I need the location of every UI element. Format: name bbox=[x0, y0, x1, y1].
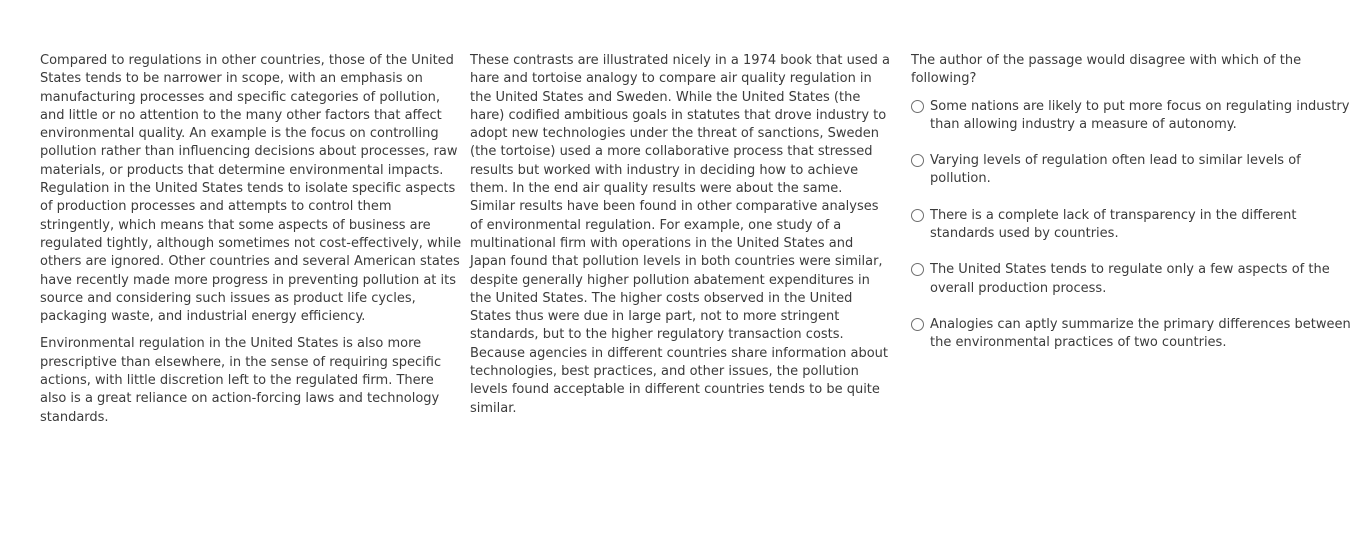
radio-button-unselected-icon[interactable] bbox=[911, 209, 924, 222]
passage-column-2 bbox=[470, 52, 890, 427]
answer-options bbox=[911, 98, 1351, 353]
answer-option-5[interactable] bbox=[911, 316, 1351, 353]
answer-option-label: There is a complete lack of transparency in the different standards used by countries. bbox=[930, 207, 1297, 242]
passage-column-1 bbox=[40, 52, 462, 436]
question-column bbox=[911, 52, 1351, 371]
answer-option-label: Varying levels of regulation often lead to similar levels of pollution. bbox=[930, 153, 1301, 187]
answer-option-2[interactable] bbox=[911, 152, 1351, 189]
passage-paragraph-3: These contrasts are illustrated nicely in a 1974 book that used a hare and tortoise analogy to compare air quality regulation in the United States and Sweden. While the United States (the hare) codified ambitious goals in statutes that drove industry to adopt new technologies under the threat of sanctions, Sweden (the tortoise) used a more collaborative process that stressed results but worked with industry in deciding how to achieve them. In the end air quality results were about the same. Similar results have been found in other comparative analyses of environmental regulation. For example, one study of a multinational firm with operations in the United States and Japan found that pollution levels in both countries were similar, despite generally higher pollution abatement expenditures in the United States. The higher costs observed in the United States thus were due in large part, not to more stringent standards, but to the higher regulatory transaction costs. Because agencies in different countries share information about technologies, best practices, and other issues, the pollution levels found acceptable in different countries tends to be quite similar. bbox=[470, 53, 890, 416]
answer-option-4[interactable] bbox=[911, 261, 1351, 298]
passage-paragraph-1: Compared to regulations in other countries, those of the United States tends to be narrower in scope, with an emphasis on manufacturing processes and specific categories of pollution, and little or no attention to the many other factors that affect environmental quality. An example is the focus on controlling pollution rather than influencing decisions about processes, raw materials, or products that determine environmental impacts. Regulation in the United States tends to isolate specific aspects of production processes and attempts to control them stringently, which means that some aspects of business are regulated tightly, although sometimes not cost-effectively, while others are ignored. Other countries and several American states have recently made more progress in preventing pollution at its source and considering such issues as product life cycles, packaging waste, and industrial energy efficiency. bbox=[40, 53, 462, 325]
answer-option-label: The United States tends to regulate only a few aspects of the overall production process. bbox=[930, 262, 1330, 296]
radio-button-unselected-icon[interactable] bbox=[911, 154, 924, 167]
answer-option-1[interactable] bbox=[911, 98, 1351, 135]
answer-option-label: Analogies can aptly summarize the primary differences between the environmental practices of two countries. bbox=[930, 316, 1351, 351]
passage-paragraph-2: Environmental regulation in the United States is also more prescriptive than elsewhere, in the sense of requiring specific actions, with little discretion left to the regulated firm. There also is a great reliance on action-forcing laws and technology standards. bbox=[40, 336, 442, 425]
question-prompt: The author of the passage would disagree with which of the following? bbox=[911, 53, 1302, 87]
answer-option-3[interactable] bbox=[911, 207, 1351, 244]
radio-button-unselected-icon[interactable] bbox=[911, 263, 924, 276]
radio-button-unselected-icon[interactable] bbox=[911, 318, 924, 331]
radio-button-unselected-icon[interactable] bbox=[911, 100, 924, 113]
answer-option-label: Some nations are likely to put more focus on regulating industry than allowing industry a measure of autonomy. bbox=[930, 98, 1350, 132]
